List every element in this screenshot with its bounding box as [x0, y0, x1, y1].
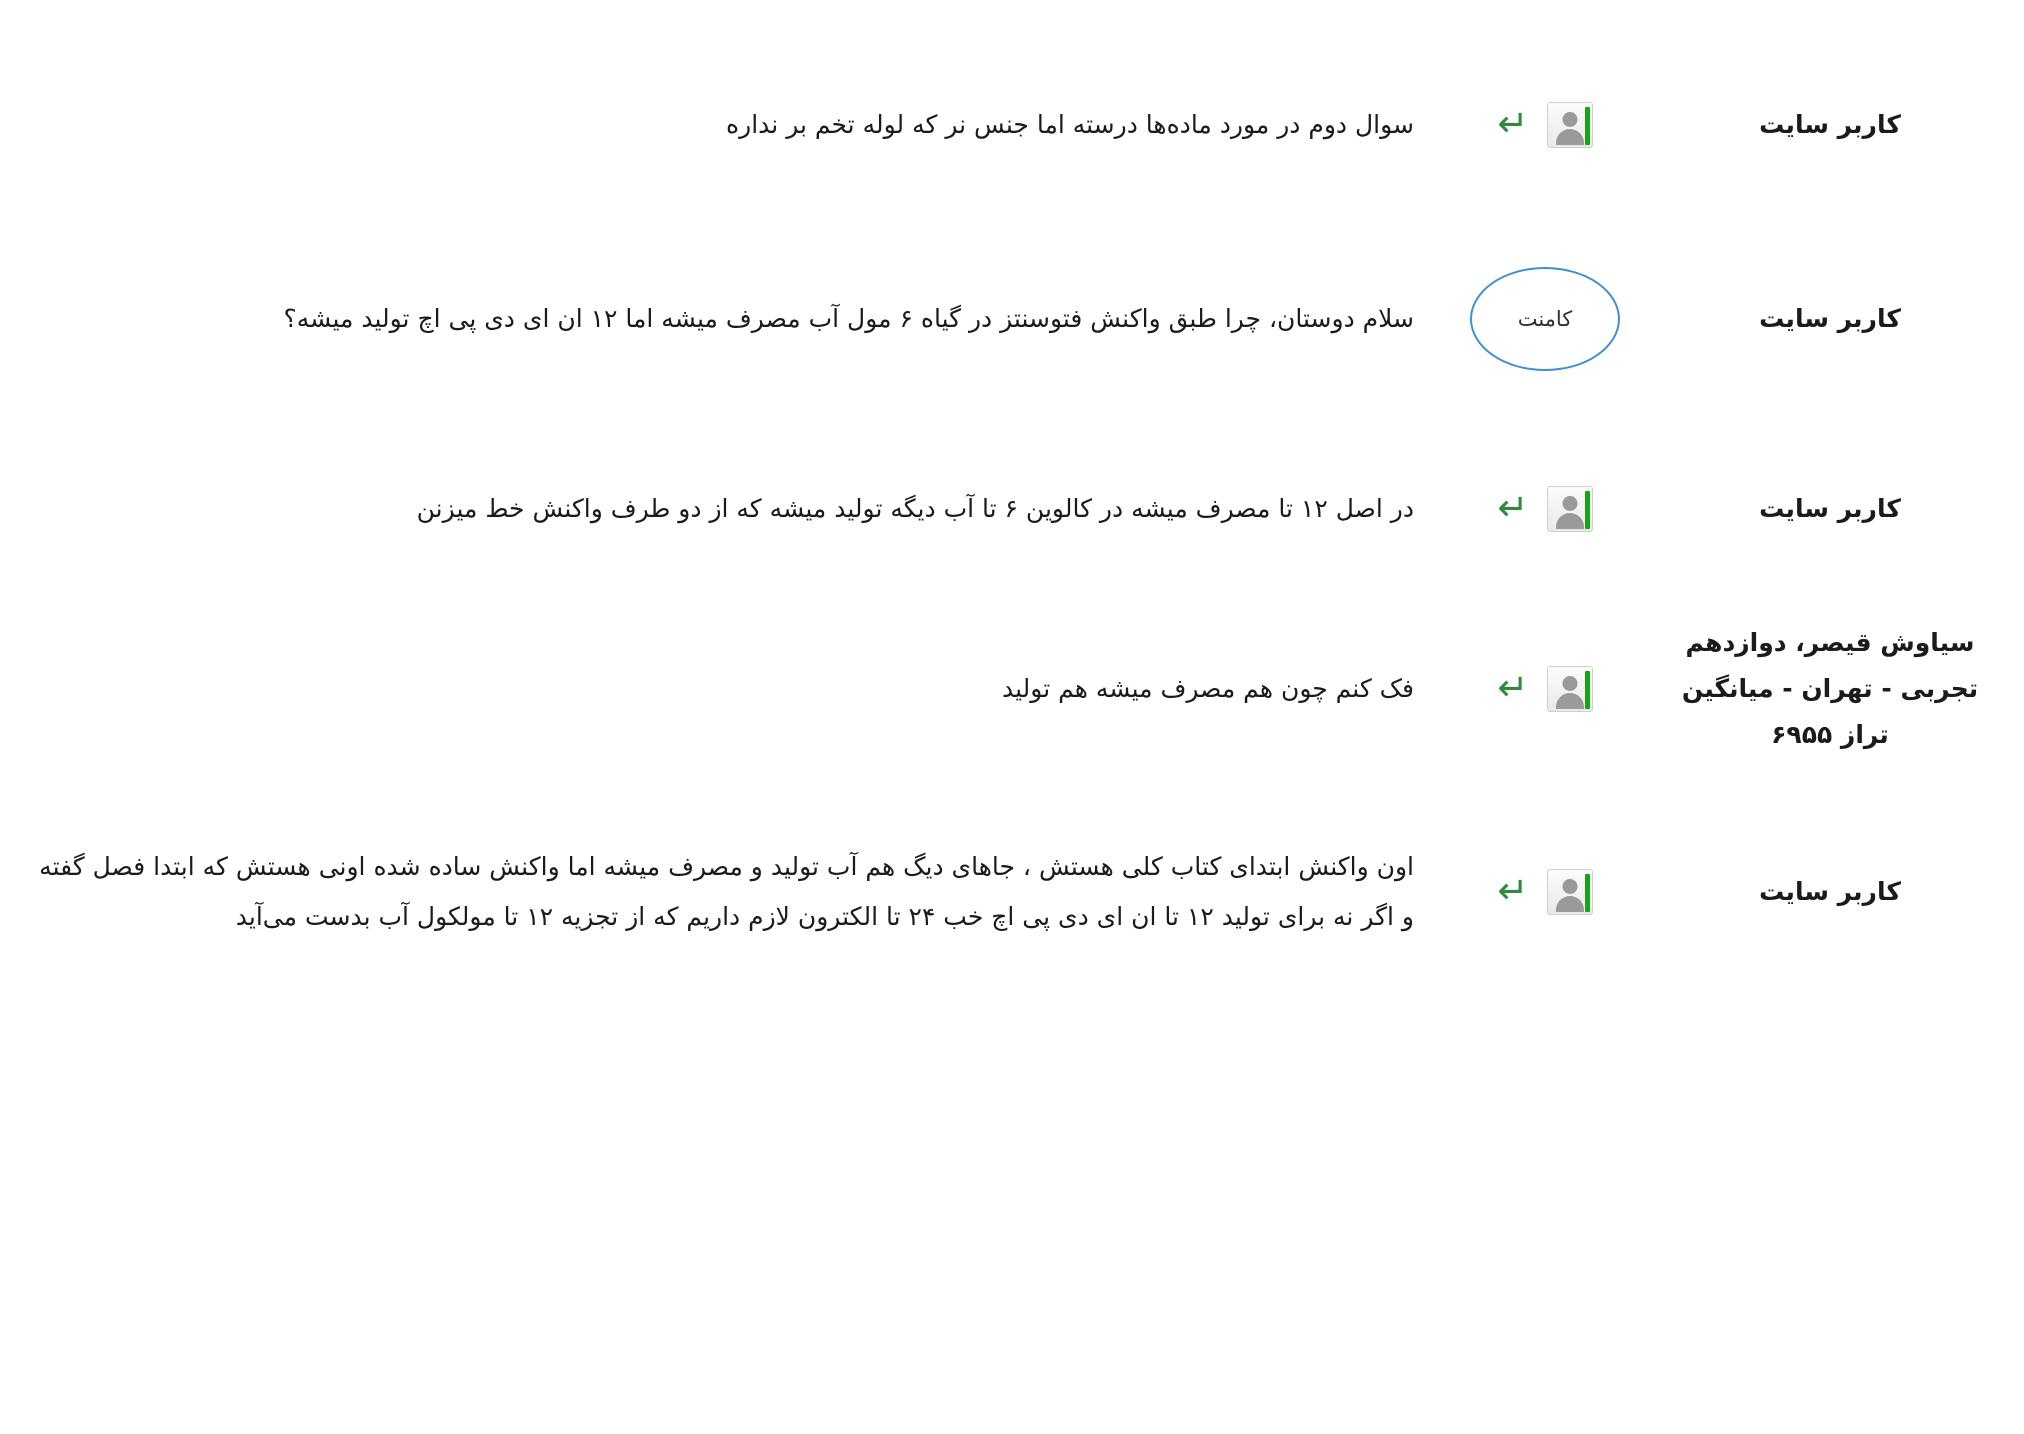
comment-text: فک کنم چون هم مصرف میشه هم تولید: [1002, 674, 1414, 703]
comment-row: [0, 422, 2024, 596]
comment-author: کاربر سایت: [1759, 494, 1901, 524]
comment-text: سلام دوستان، چرا طبق واکنش فتوسنتز در گیاه ۶ مول آب مصرف میشه اما ۱۲ ان ای دی پی اچ تولید میشه؟: [283, 304, 1414, 333]
comment-row: [0, 782, 2024, 1002]
reply-arrow-icon[interactable]: ↵: [1497, 665, 1529, 709]
comment-icons: [1430, 102, 1660, 148]
comment-icons: [1430, 869, 1660, 915]
comment-author: کاربر سایت: [1759, 877, 1901, 907]
user-avatar-icon: [1547, 102, 1593, 148]
user-avatar-icon: [1547, 666, 1593, 712]
comment-author: کاربر سایت: [1759, 304, 1901, 334]
comment-text: در اصل ۱۲ تا مصرف میشه در کالوین ۶ تا آب دیگه تولید میشه که از دو طرف واکنش خط میزنن: [416, 494, 1414, 523]
comment-row: [0, 596, 2024, 782]
comment-text: سوال دوم در مورد ماده‌ها درسته اما جنس نر که لوله تخم بر نداره: [726, 110, 1414, 139]
reply-arrow-icon[interactable]: ↵: [1497, 485, 1529, 529]
comment-row: [0, 216, 2024, 422]
comment-icons: [1430, 666, 1660, 712]
comment-icons: [1430, 267, 1660, 371]
comment-badge[interactable]: کامنت: [1470, 267, 1620, 371]
comment-author: کاربر سایت: [1759, 110, 1901, 140]
comment-text: اون واکنش ابتدای کتاب کلی هستش ، جاهای دیگ هم آب تولید و مصرف میشه اما واکنش ساده شده اونی هستش که ابتدا فصل گفته و اگر نه برای تولید ۱۲ تا ان ای دی پی اچ خب ۲۴ تا الکترون لازم داریم که از تجزیه ۱۲ تا مولکول آب بدست می‌آید: [39, 852, 1414, 931]
comment-icons: [1430, 486, 1660, 532]
user-avatar-icon: [1547, 486, 1593, 532]
comment-author: سیاوش قیصر، دوازدهم تجربی - تهران - میانگین تراز ۶۹۵۵: [1681, 627, 1979, 750]
reply-arrow-icon[interactable]: ↵: [1497, 868, 1529, 912]
reply-arrow-icon[interactable]: ↵: [1497, 101, 1529, 145]
comment-row: [0, 34, 2024, 216]
user-avatar-icon: [1547, 869, 1593, 915]
